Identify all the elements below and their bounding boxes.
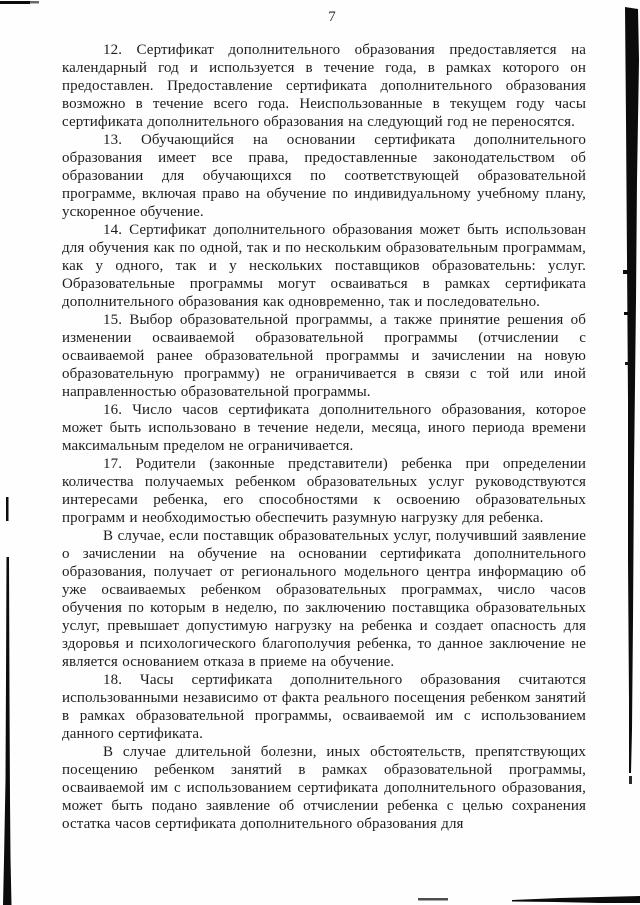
paragraph-17: 17. Родители (законные представители) ребенка при определении количества получаемых ребенком образовательных услуг руководствуются интересами ребенка, его способностями к освоению образовательных программ и необходимостью обеспечить разумную нагрузку для ребенка.	[62, 456, 586, 526]
paragraph-17-continuation: В случае, если поставщик образовательных услуг, получивший заявление о зачислении на обучение на основании сертификата дополнительного образования, получает от регионального модельного центра информацию об уже осваиваемых ребенком образовательных программах, число часов обучения по которым в неделю, по заключению поставщика образовательных услуг, превышает допустимую нагрузку на ребенка и создает опасность для здоровья и психологического благополучия ребенка, то данное заключение не является основанием отказа в приеме на обучение.	[62, 528, 586, 670]
scan-artifact-right-edge-band	[623, 7, 639, 784]
scan-artifact-left-edge-line	[3, 557, 12, 905]
scan-artifact-left-tick	[6, 497, 9, 521]
paragraph-12: 12. Сертификат дополнительного образования предоставляется на календарный год и используется в течение года, в рамках которого он предоставлен. Предоставление сертификата дополнительного образования возможно в течение всего года. Неиспользованные в текущем году часы сертификата дополнительного образования на следующий год не переносятся.	[62, 42, 586, 130]
paragraph-18: 18. Часы сертификата дополнительного образования считаются использованными независимо от факта реального посещения ребенком занятий в рамках образовательной программы, осваиваемой им с использованием данного сертификата.	[62, 672, 586, 742]
scan-artifact-top-left-line	[0, 1, 39, 4]
scan-artifact-bottom-wedge	[512, 896, 640, 903]
paragraph-14: 14. Сертификат дополнительного образования может быть использован для обучения как по одной, так и по нескольким образовательным программам, как у одного, так и у нескольких поставщиков образовательнь: услуг. Образовательные программы могут осваиваться в рамках сертификата дополнительного образования как одновременно, так и последовательно.	[62, 222, 586, 310]
paragraph-18-continuation: В случае длительной болезни, иных обстоятельств, препятствующих посещению ребенком занятий в рамках образовательной программы, осваиваемой им с использованием сертификата дополнительного образования, может быть подано заявление об отчислении ребенка с целью сохранения остатка часов сертификата дополнительного образования для	[62, 744, 586, 832]
paragraph-16: 16. Число часов сертификата дополнительного образования, которое может быть использовано в течение недели, месяца, иного периода времени максимальным пределом не ограничивается.	[62, 402, 586, 454]
paragraph-15: 15. Выбор образовательной программы, а также принятие решения об изменении осваиваемой образовательной программы (отчислении с осваиваемой ранее образовательной программы и зачислении на новую образовательную программу) не ограничивается в связи с той или иной направленностью образовательной программы.	[62, 312, 586, 400]
scan-artifact-bottom-dash	[418, 898, 448, 901]
paragraph-13: 13. Обучающийся на основании сертификата дополнительного образования имеет все права, предоставленные законодательством об образовании для обучающихся по соответствующей образовательной программе, включая право на обучение по индивидуальному учебному плану, ускоренное обучение.	[62, 132, 586, 220]
page-number: 7	[328, 9, 336, 25]
document-body	[62, 41, 586, 833]
